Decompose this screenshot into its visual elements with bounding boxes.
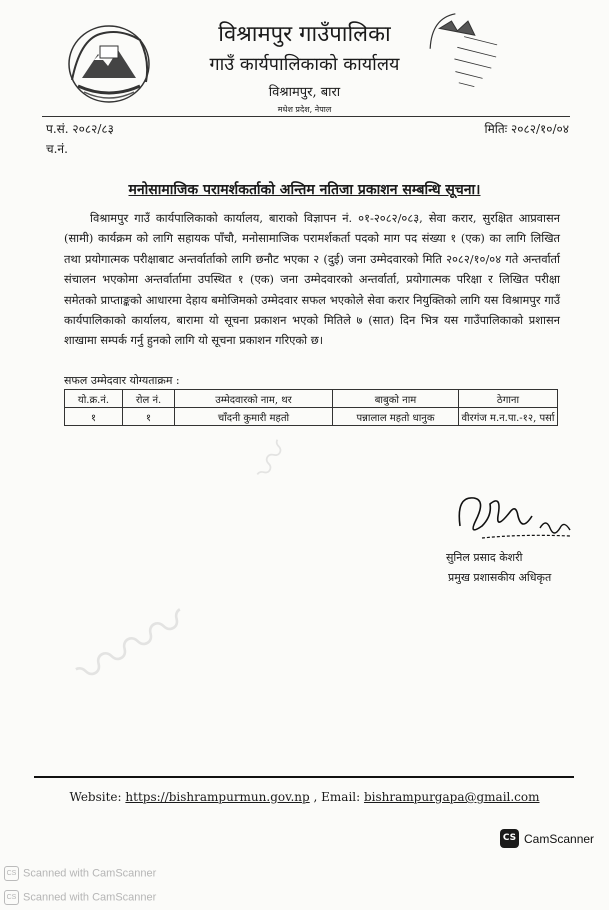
results-header-row [65, 390, 558, 408]
website-label: Website: [69, 790, 126, 804]
province-line: मधेश प्रदेश, नेपाल [277, 105, 332, 114]
signature-image [452, 486, 577, 546]
notice-subject [0, 180, 609, 199]
candidate-name-cell: चाँदनी कुमारी महतो [175, 408, 333, 426]
faint-watermark: 〰〰 [63, 587, 202, 708]
column-header: बाबुको नाम [333, 390, 459, 408]
header-divider [42, 116, 570, 117]
footer-contact [0, 790, 609, 804]
notice-body: विश्रामपुर गाउँ कार्यपालिकाको कार्यालय, बाराको विज्ञापन नं. ०१-२०८२/०८३, सेवा करार, सुरक्षित आप्रवासन (सामी) कार्यक्रम को लागि सहायक पाँचौ, मनोसामाजिक परामर्शकर्ता पदको माग पद संख्या १ (एक) का लागि लिखित तथा प्रयोगात्मक परीक्षाबाट अन्तर्वार्ताको लागि छनौट भएका २ (दुई) जना उम्मेदवारको मिति २०८२/१०/०४ गते अन्तर्वार्ता संचालन भएकोमा अन्तर्वार्तामा उपस्थित १ (एक) जना उम्मेदवारको अन्तर्वार्ता, प्रयोगात्मक परिक्षा र लिखित परीक्षा समेतको प्राप्ताङ्कको आधारमा देहाय बमोजिमको उम्मेदवार सफल भएकोले सेवा करार नियुक्तिको लागि यस विश्रामपुर गाउँ कार्यपालिकाको कार्यालय, बारामा यो सूचना प्रकाशन भएको मितिले ७ (सात) दिन भित्र यस गाउँपालिकाको प्रशासन शाखामा सम्पर्क गर्नु हुनको लागि यो सूचना प्रकाशन गरिएको छ। [64, 211, 560, 348]
scan-note: Scanned with CamScanner [23, 867, 157, 880]
dispatch-number: च.नं. [46, 142, 68, 156]
scan-watermark [4, 866, 156, 881]
results-table [64, 389, 558, 426]
signatory-name: सुनिल प्रसाद केशरी [446, 551, 523, 564]
column-header: यो.क्र.नं. [65, 390, 123, 408]
email-label: , Email: [309, 790, 364, 804]
notice-subject-text: मनोसामाजिक परामर्शकर्ताको अन्तिम नतिजा प्रकाशन सम्बन्धि सूचना। [128, 182, 481, 198]
column-header: ठेगाना [459, 390, 558, 408]
table-row [65, 408, 558, 426]
scan-watermark [4, 890, 156, 905]
website-link[interactable]: https://bishrampurmun.gov.np [125, 790, 310, 804]
faint-watermark: 〰 [243, 431, 303, 490]
address-cell: वीरगंज म.न.पा.-१२, पर्सा [459, 408, 558, 426]
roll-cell: १ [123, 408, 175, 426]
column-header: रोल नं. [123, 390, 175, 408]
camscanner-mini-icon: CS [4, 866, 19, 881]
footer-divider [34, 776, 574, 778]
results-title: सफल उम्मेदवार योग्यताक्रम : [64, 374, 180, 387]
reference-number: प.सं. २०८२/८३ [46, 122, 114, 136]
office-location: विश्रामपुर, बारा [268, 85, 341, 100]
office-name: गाउँ कार्यपालिकाको कार्यालय [209, 54, 400, 75]
father-name-cell: पन्नालाल महतो धानुक [333, 408, 459, 426]
serial-cell: १ [65, 408, 123, 426]
camscanner-logo-icon: CS [500, 829, 519, 848]
notice-date: मितिः २०८२/१०/०४ [484, 122, 569, 136]
signatory-title: प्रमुख प्रशासकीय अधिकृत [448, 571, 552, 584]
column-header: उम्मेदवारको नाम, थर [175, 390, 333, 408]
scan-note: Scanned with CamScanner [23, 891, 157, 904]
camscanner-mini-icon: CS [4, 890, 19, 905]
email-link[interactable]: bishrampurgapa@gmail.com [363, 790, 540, 804]
org-name: विश्रामपुर गाउँपालिका [218, 22, 391, 47]
camscanner-brand: CamScanner [524, 832, 595, 846]
